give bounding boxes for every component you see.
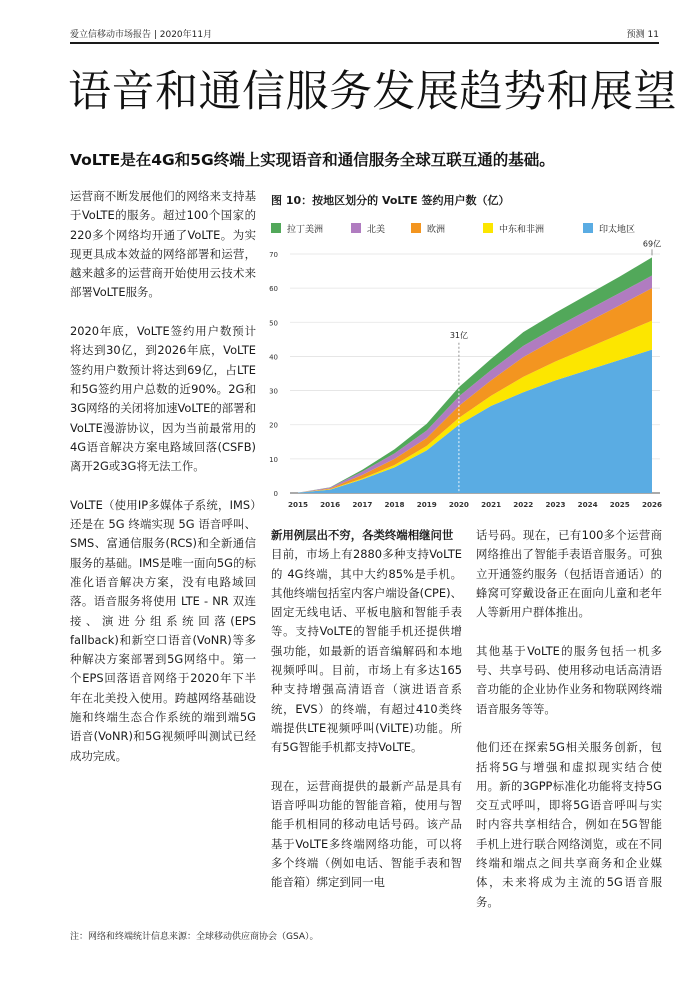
paragraph: 其他基于VoLTE的服务包括一机多号、共享号码、使用移动电话高清语音功能的企业协作业务和物联网终端语音服务等等。 [476,643,662,716]
y-tick-label: 10 [269,455,278,464]
legend-item [271,221,323,235]
text-column-3 [476,526,662,931]
legend-swatch [411,223,421,233]
y-tick-label: 30 [269,387,278,396]
chart-title: 图 10：按地区划分的 VoLTE 签约用户数（亿） [271,194,510,207]
y-tick-label: 40 [269,353,278,362]
paragraph: 2020年底，VoLTE签约用户数预计将达到30亿，到2026年底，VoLTE签约用户数预计将达到69亿，占LTE和5G签约用户总数的近90%。2G和3G网络的关闭将加速VoLTE的部署和VoLTE漫游协议，因为当前最常用的4G语音解决方案电路域回落(CSFB)离开2G或3G将无法工作。 [70,324,256,474]
x-tick-label: 2015 [287,500,309,509]
volte-area-chart [262,238,672,513]
paragraph: VoLTE（使用IP多媒体子系统，IMS）还是在 5G 终端实现 5G 语音呼叫、SMS、富通信服务(RCS)和全新通信服务的基础。IMS是唯一面向5G的标准化语音解决方案，没有电路域回落。语音服务将使用 LTE - NR 双连接、演进分组系统回落(EPS fallback)和新空口语音(VoNR)等多种解决方案部署到5G网络中。第一个EPS回落语音网络于2020年下半年在北美投入使用。跨越网络基础设施和终端生态合作系统的端到端5G语音(VoNR)和5G视频呼叫测试已经成功完成。 [70,497,256,763]
legend-item [411,221,445,235]
legend-item [351,221,385,235]
x-tick-label: 2017 [352,500,373,509]
paragraph: 话号码。现在，已有100多个运营商网络推出了智能手表语音服务。可独立开通签约服务（包括语音通话）的蜂窝可穿戴设备正在面向儿童和老年人等新用户群体推出。 [476,528,662,620]
y-tick-label: 0 [273,490,278,498]
x-tick-label: 2016 [320,500,341,509]
x-tick-label: 2026 [641,500,663,509]
footnote: 注：网络和终端统计信息来源：全球移动供应商协会（GSA）。 [70,932,319,942]
annotation-label: 69亿 [642,239,662,249]
y-tick-label: 50 [269,319,278,328]
text-column-1 [70,187,256,785]
header-report-title: 爱立信移动市场报告 | 2020年11月 [70,30,213,40]
x-tick-label: 2025 [609,500,630,509]
legend-label: 欧洲 [427,224,446,235]
page-title: 语音和通信服务发展趋势和展望 [68,67,677,117]
annotation-label: 31亿 [449,330,469,340]
legend-swatch [351,223,361,233]
y-tick-label: 60 [269,285,278,294]
paragraph: 现在，运营商提供的最新产品是具有语音呼叫功能的智能音箱，使用与智能手机相同的移动电话号码。该产品基于VoLTE多终端网络功能，可以将多个终端（例如电话、智能手表和智能音箱）绑定到同一电 [271,778,462,890]
legend-swatch [583,223,593,233]
y-tick-label: 20 [269,421,278,430]
legend-label: 中东和非洲 [499,224,545,235]
legend-item [583,221,635,235]
legend-label: 印太地区 [599,224,636,235]
y-tick-label: 70 [269,251,278,259]
column-2-lead: 新用例层出不穷，各类终端相继问世 [271,528,454,542]
x-tick-label: 2022 [513,500,534,509]
x-tick-label: 2021 [481,500,502,509]
paragraph: 目前，市场上有2880多种支持VoLTE的 4G终端，其中大约85%是手机。其他终端包括室内客户端设备(CPE)、固定无线电话、平板电脑和智能手表等。支持VoLTE的智能手机还提供增强功能，如最新的语音编解码和本地视频呼叫。目前，市场上有多达165种支持增强高清语音（演进语音系统，EVS）的终端，有超过410类终端提供LTE视频呼叫(ViLTE)功能。所有5G智能手机都支持VoLTE。 [271,547,462,755]
header-rule [70,42,659,44]
area-印太地区 [298,350,652,493]
legend-swatch [271,223,281,233]
text-column-2 [271,526,462,912]
legend-label: 拉丁美洲 [287,224,324,235]
x-tick-label: 2024 [577,500,598,509]
x-tick-label: 2019 [416,500,437,509]
legend-label: 北美 [367,224,386,235]
chart-legend [271,221,661,237]
x-tick-label: 2018 [384,500,405,509]
paragraph: 运营商不断发展他们的网络来支持基于VoLTE的服务。超过100个国家的220多个网络均开通了VoLTE。为实现更具成本效益的网络部署和运营，越来越多的运营商开始使用云技术来部署VoLTE服务。 [70,189,256,300]
header-page-number: 预测 11 [626,30,659,40]
legend-item [483,221,544,235]
x-tick-label: 2023 [545,500,566,509]
paragraph: 他们还在探索5G相关服务创新，包括将5G与增强和虚拟现实结合使用。新的3GPP标准化功能将支持5G交互式呼叫，即将5G语音呼叫与实时内容共享相结合，例如在5G智能手机上进行联合网络浏览，或在不同终端和端点之间共享商务和企业媒体，未来将成为主流的5G语音服务。 [476,740,662,909]
legend-swatch [483,223,493,233]
x-tick-label: 2020 [448,500,469,509]
subheading: VoLTE是在4G和5G终端上实现语音和通信服务全球互联互通的基础。 [70,151,555,169]
